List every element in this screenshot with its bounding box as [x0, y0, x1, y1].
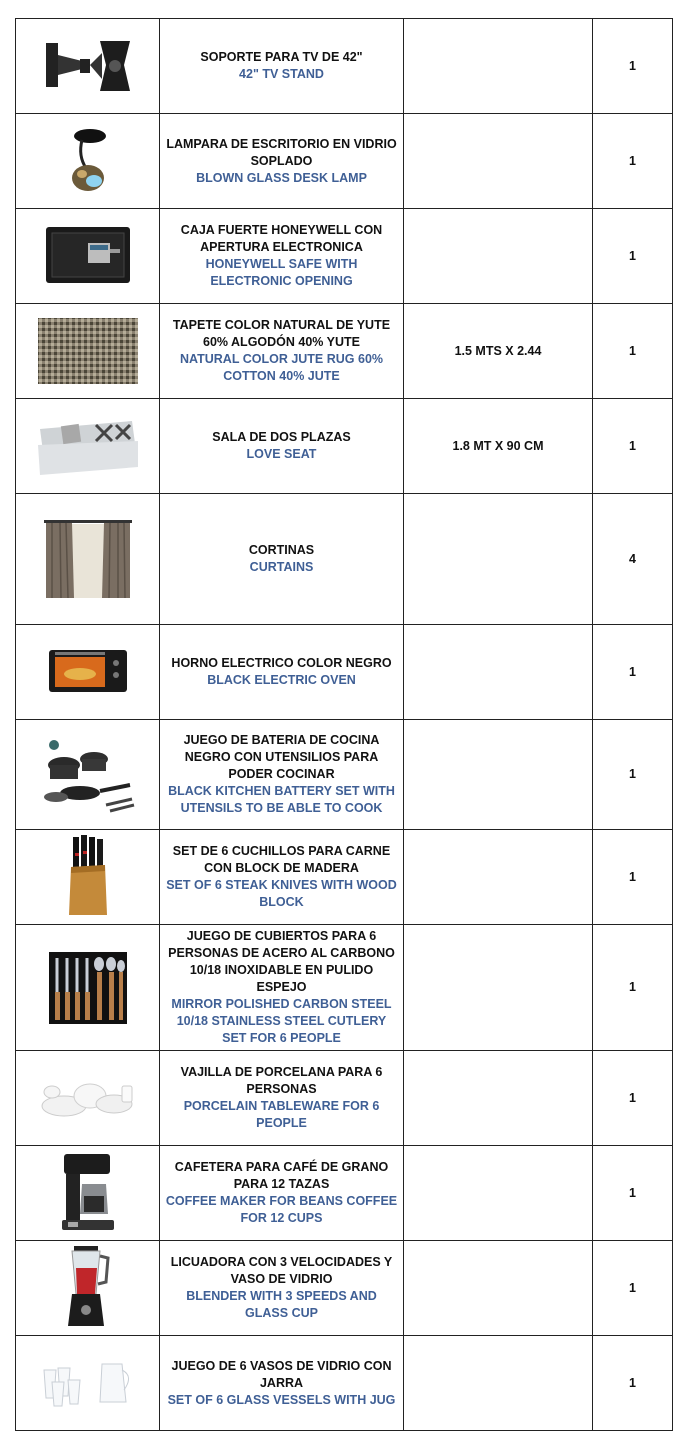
description-cell: SET DE 6 CUCHILLOS PARA CARNE CON BLOCK DE MADERA SET OF 6 STEAK KNIVES WITH WOOD BLOCK: [160, 830, 404, 925]
size-cell: [404, 1051, 593, 1146]
curtains-icon: [42, 518, 134, 600]
image-cell: [16, 494, 160, 625]
size-cell: [404, 830, 593, 925]
table-row: [16, 925, 673, 1051]
table-row: [16, 1241, 673, 1336]
description-cell: JUEGO DE BATERIA DE COCINA NEGRO CON UTENSILIOS PARA PODER COCINAR BLACK KITCHEN BATTERY SET WITH UTENSILS TO BE ABLE TO COOK: [160, 720, 404, 830]
size-cell: [404, 209, 593, 304]
image-cell: [16, 304, 160, 399]
table-row: [16, 1051, 673, 1146]
loveseat-icon: [34, 411, 142, 481]
quantity-cell: 1: [593, 1051, 673, 1146]
cookware-icon: [40, 735, 136, 815]
description-cell: SALA DE DOS PLAZAS LOVE SEAT: [160, 399, 404, 494]
size-cell: [404, 1336, 593, 1431]
table-row: [16, 209, 673, 304]
quantity-cell: 1: [593, 399, 673, 494]
coffee-maker-icon: [58, 1152, 118, 1234]
size-cell: 1.8 MT X 90 CM: [404, 399, 593, 494]
quantity-cell: 1: [593, 1336, 673, 1431]
quantity-cell: 1: [593, 209, 673, 304]
table-row: [16, 494, 673, 625]
image-cell: [16, 1336, 160, 1431]
cutlery-icon: [49, 952, 127, 1024]
desk-lamp-icon: [58, 126, 118, 196]
image-cell: [16, 625, 160, 720]
image-cell: [16, 209, 160, 304]
quantity-cell: 1: [593, 114, 673, 209]
description-cell: CAFETERA PARA CAFÉ DE GRANO PARA 12 TAZAS COFFEE MAKER FOR BEANS COFFEE FOR 12 CUPS: [160, 1146, 404, 1241]
description-cell: JUEGO DE 6 VASOS DE VIDRIO CON JARRA SET OF 6 GLASS VESSELS WITH JUG: [160, 1336, 404, 1431]
table-row: [16, 830, 673, 925]
description-cell: CAJA FUERTE HONEYWELL CON APERTURA ELECTRONICA HONEYWELL SAFE WITH ELECTRONIC OPENING: [160, 209, 404, 304]
image-cell: [16, 19, 160, 114]
image-cell: [16, 925, 160, 1051]
image-cell: [16, 1146, 160, 1241]
image-cell: [16, 399, 160, 494]
oven-icon: [47, 648, 129, 696]
size-cell: [404, 1146, 593, 1241]
size-cell: [404, 625, 593, 720]
quantity-cell: 4: [593, 494, 673, 625]
quantity-cell: 1: [593, 304, 673, 399]
size-cell: [404, 1241, 593, 1336]
quantity-cell: 1: [593, 625, 673, 720]
quantity-cell: 1: [593, 1146, 673, 1241]
image-cell: [16, 830, 160, 925]
description-cell: VAJILLA DE PORCELANA PARA 6 PERSONAS PORCELAIN TABLEWARE FOR 6 PEOPLE: [160, 1051, 404, 1146]
blender-icon: [64, 1246, 112, 1330]
glass-set-icon: [38, 1356, 138, 1410]
description-cell: LAMPARA DE ESCRITORIO EN VIDRIO SOPLADO BLOWN GLASS DESK LAMP: [160, 114, 404, 209]
description-cell: HORNO ELECTRICO COLOR NEGRO BLACK ELECTRIC OVEN: [160, 625, 404, 720]
image-cell: [16, 1241, 160, 1336]
quantity-cell: 1: [593, 1241, 673, 1336]
table-row: [16, 399, 673, 494]
size-cell: [404, 19, 593, 114]
table-row: [16, 1146, 673, 1241]
table-row: [16, 114, 673, 209]
size-cell: 1.5 MTS X 2.44: [404, 304, 593, 399]
quantity-cell: 1: [593, 720, 673, 830]
tableware-icon: [38, 1074, 138, 1122]
image-cell: [16, 1051, 160, 1146]
size-cell: [404, 925, 593, 1051]
description-cell: JUEGO DE CUBIERTOS PARA 6 PERSONAS DE ACERO AL CARBONO 10/18 INOXIDABLE EN PULIDO ESPEJO MIRROR POLISHED CARBON STEEL 10/18 STAINLESS STEEL CUTLERY SET FOR 6 PEOPLE: [160, 925, 404, 1051]
table-row: [16, 1336, 673, 1431]
size-cell: [404, 720, 593, 830]
table-row: [16, 304, 673, 399]
description-cell: SOPORTE PARA TV DE 42" 42" TV STAND: [160, 19, 404, 114]
table-row: [16, 625, 673, 720]
rug-icon: [36, 316, 140, 386]
table-row: [16, 19, 673, 114]
knife-block-icon: [63, 835, 113, 919]
quantity-cell: 1: [593, 19, 673, 114]
size-cell: [404, 114, 593, 209]
quantity-cell: 1: [593, 925, 673, 1051]
quantity-cell: 1: [593, 830, 673, 925]
image-cell: [16, 720, 160, 830]
description-cell: TAPETE COLOR NATURAL DE YUTE 60% ALGODÓN 40% YUTE NATURAL COLOR JUTE RUG 60% COTTON 40% JUTE: [160, 304, 404, 399]
table-row: [16, 720, 673, 830]
description-cell: LICUADORA CON 3 VELOCIDADES Y VASO DE VIDRIO BLENDER WITH 3 SPEEDS AND GLASS CUP: [160, 1241, 404, 1336]
safe-icon: [44, 225, 132, 287]
image-cell: [16, 114, 160, 209]
size-cell: [404, 494, 593, 625]
tv-mount-icon: [42, 35, 134, 97]
inventory-table: [15, 18, 673, 1431]
description-cell: CORTINAS CURTAINS: [160, 494, 404, 625]
